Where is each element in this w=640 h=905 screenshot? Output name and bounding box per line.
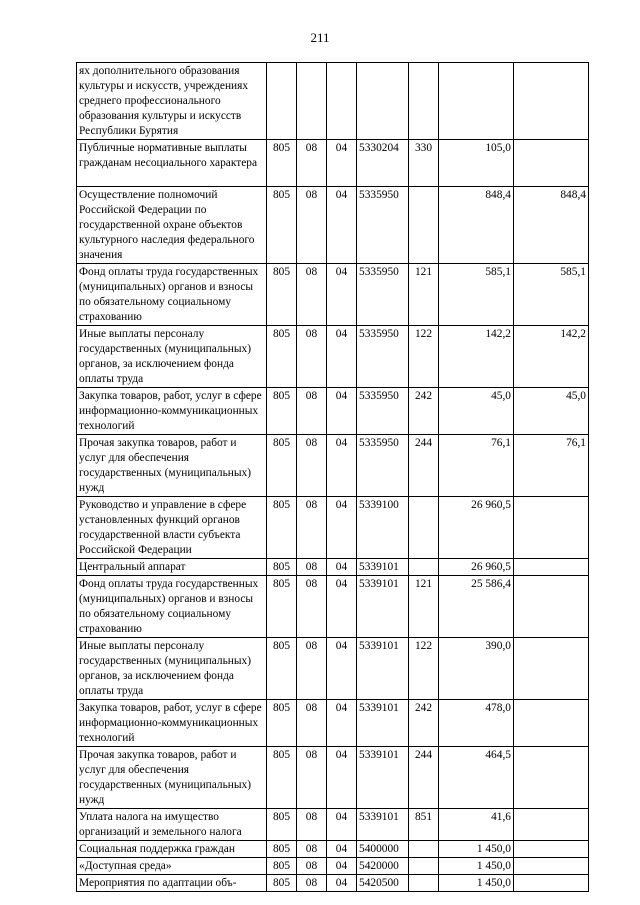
row-target-code: 5339101 [357,559,409,576]
row-section-code: 08 [297,140,327,187]
row-ved-code: 805 [267,497,297,559]
row-amount: 41,6 [439,809,514,841]
row-federal-amount [514,576,589,638]
row-expense-type [409,841,439,858]
row-ved-code: 805 [267,388,297,435]
row-section-code: 08 [297,559,327,576]
row-subsection-code: 04 [327,747,357,809]
row-target-code: 5420500 [357,875,409,892]
row-expense-type: 851 [409,809,439,841]
row-amount: 105,0 [439,140,514,187]
table-row [77,388,589,435]
row-subsection-code: 04 [327,638,357,700]
table-row [77,858,589,875]
row-expense-type: 242 [409,388,439,435]
row-target-code: 5335950 [357,187,409,264]
row-subsection-code: 04 [327,875,357,892]
row-section-code: 08 [297,435,327,497]
row-target-code: 5335950 [357,388,409,435]
row-federal-amount [514,809,589,841]
row-subsection-code: 04 [327,140,357,187]
row-federal-amount [514,841,589,858]
row-amount: 585,1 [439,264,514,326]
row-target-code: 5339101 [357,638,409,700]
row-expense-type [409,875,439,892]
row-name: Закупка товаров, работ, услуг в сфере информационно-коммуникационных технологий [77,388,267,435]
row-expense-type: 244 [409,435,439,497]
row-name: Фонд оплаты труда государственных (муниципальных) органов и взносы по обязательному социальному страхованию [77,264,267,326]
row-expense-type: 121 [409,264,439,326]
row-subsection-code: 04 [327,435,357,497]
row-name: Руководство и управление в сфере установленных функций органов государственной власти субъекта Российской Федерации [77,497,267,559]
row-ved-code: 805 [267,809,297,841]
row-amount: 1 450,0 [439,858,514,875]
row-target-code: 5339101 [357,576,409,638]
row-amount: 1 450,0 [439,875,514,892]
row-section-code: 08 [297,858,327,875]
table-row [77,140,589,187]
row-expense-type [409,858,439,875]
row-target-code: 5335950 [357,326,409,388]
row-federal-amount: 45,0 [514,388,589,435]
row-federal-amount [514,747,589,809]
row-ved-code: 805 [267,187,297,264]
row-name: ях дополнительного образования культуры и искусств, учреждениях среднего профессионального образования культуры и искусств Республики Бурятия [77,63,267,140]
table-row [77,809,589,841]
row-expense-type [409,497,439,559]
row-amount: 25 586,4 [439,576,514,638]
row-subsection-code: 04 [327,497,357,559]
table-row [77,747,589,809]
row-federal-amount: 848,4 [514,187,589,264]
row-subsection-code: 04 [327,700,357,747]
table-row [77,841,589,858]
row-subsection-code: 04 [327,388,357,435]
row-name: Фонд оплаты труда государственных (муниципальных) органов и взносы по обязательному социальному страхованию [77,576,267,638]
row-section-code: 08 [297,497,327,559]
row-amount: 478,0 [439,700,514,747]
page-number: 211 [310,30,330,45]
row-federal-amount [514,638,589,700]
row-expense-type [409,559,439,576]
table-row [77,638,589,700]
row-name: Иные выплаты персоналу государственных (муниципальных) органов, за исключением фонда оплаты труда [77,326,267,388]
row-amount: 1 450,0 [439,841,514,858]
row-expense-type: 122 [409,326,439,388]
row-amount: 848,4 [439,187,514,264]
row-ved-code: 805 [267,858,297,875]
table-row [77,264,589,326]
row-federal-amount: 585,1 [514,264,589,326]
table-row [77,497,589,559]
row-ved-code: 805 [267,700,297,747]
row-section-code: 08 [297,747,327,809]
row-federal-amount: 76,1 [514,435,589,497]
row-target-code: 5330204 [357,140,409,187]
row-section-code: 08 [297,841,327,858]
table-row [77,576,589,638]
row-expense-type: 242 [409,700,439,747]
row-subsection-code [327,63,357,140]
row-amount: 26 960,5 [439,497,514,559]
row-amount: 45,0 [439,388,514,435]
row-federal-amount [514,63,589,140]
row-ved-code: 805 [267,875,297,892]
row-name: Публичные нормативные выплаты гражданам несоциального характера [77,140,267,187]
row-section-code: 08 [297,875,327,892]
row-subsection-code: 04 [327,841,357,858]
row-target-code: 5335950 [357,435,409,497]
row-name: Иные выплаты персоналу государственных (муниципальных) органов, за исключением фонда оплаты труда [77,638,267,700]
row-amount: 76,1 [439,435,514,497]
row-section-code: 08 [297,326,327,388]
row-name: Прочая закупка товаров, работ и услуг для обеспечения государственных (муниципальных) нужд [77,747,267,809]
row-ved-code: 805 [267,326,297,388]
row-expense-type: 122 [409,638,439,700]
row-ved-code: 805 [267,638,297,700]
row-target-code: 5335950 [357,264,409,326]
row-subsection-code: 04 [327,858,357,875]
row-amount [439,63,514,140]
row-section-code: 08 [297,576,327,638]
row-federal-amount [514,858,589,875]
row-section-code: 08 [297,388,327,435]
row-section-code [297,63,327,140]
row-amount: 142,2 [439,326,514,388]
row-target-code: 5339101 [357,809,409,841]
row-target-code: 5400000 [357,841,409,858]
row-ved-code: 805 [267,576,297,638]
row-name: Прочая закупка товаров, работ и услуг для обеспечения государственных (муниципальных) нужд [77,435,267,497]
row-subsection-code: 04 [327,326,357,388]
row-subsection-code: 04 [327,576,357,638]
row-expense-type: 121 [409,576,439,638]
row-target-code: 5420000 [357,858,409,875]
row-ved-code [267,63,297,140]
row-federal-amount [514,700,589,747]
row-section-code: 08 [297,809,327,841]
row-federal-amount [514,559,589,576]
budget-table [76,62,589,892]
row-subsection-code: 04 [327,187,357,264]
row-target-code [357,63,409,140]
table-row [77,63,589,140]
row-target-code: 5339101 [357,700,409,747]
row-target-code: 5339100 [357,497,409,559]
row-name: Уплата налога на имущество организаций и земельного налога [77,809,267,841]
table-row [77,559,589,576]
row-target-code: 5339101 [357,747,409,809]
row-section-code: 08 [297,638,327,700]
table-row [77,875,589,892]
row-expense-type: 330 [409,140,439,187]
row-amount: 390,0 [439,638,514,700]
row-subsection-code: 04 [327,264,357,326]
row-section-code: 08 [297,264,327,326]
row-expense-type [409,187,439,264]
row-ved-code: 805 [267,559,297,576]
row-federal-amount [514,875,589,892]
row-federal-amount: 142,2 [514,326,589,388]
row-ved-code: 805 [267,747,297,809]
row-name: Центральный аппарат [77,559,267,576]
row-subsection-code: 04 [327,809,357,841]
row-ved-code: 805 [267,435,297,497]
row-ved-code: 805 [267,841,297,858]
row-amount: 464,5 [439,747,514,809]
row-section-code: 08 [297,700,327,747]
row-subsection-code: 04 [327,559,357,576]
row-name: Закупка товаров, работ, услуг в сфере информационно-коммуникационных технологий [77,700,267,747]
table-row [77,187,589,264]
row-amount: 26 960,5 [439,559,514,576]
row-ved-code: 805 [267,264,297,326]
row-name: Мероприятия по адаптации объ- [77,875,267,892]
row-name: Социальная поддержка граждан [77,841,267,858]
table-row [77,435,589,497]
row-federal-amount [514,140,589,187]
table-row [77,326,589,388]
row-federal-amount [514,497,589,559]
row-section-code: 08 [297,187,327,264]
row-name: «Доступная среда» [77,858,267,875]
row-name: Осуществление полномочий Российской Федерации по государственной охране объектов культурного наследия федерального значения [77,187,267,264]
row-expense-type: 244 [409,747,439,809]
row-ved-code: 805 [267,140,297,187]
table-row [77,700,589,747]
row-expense-type [409,63,439,140]
